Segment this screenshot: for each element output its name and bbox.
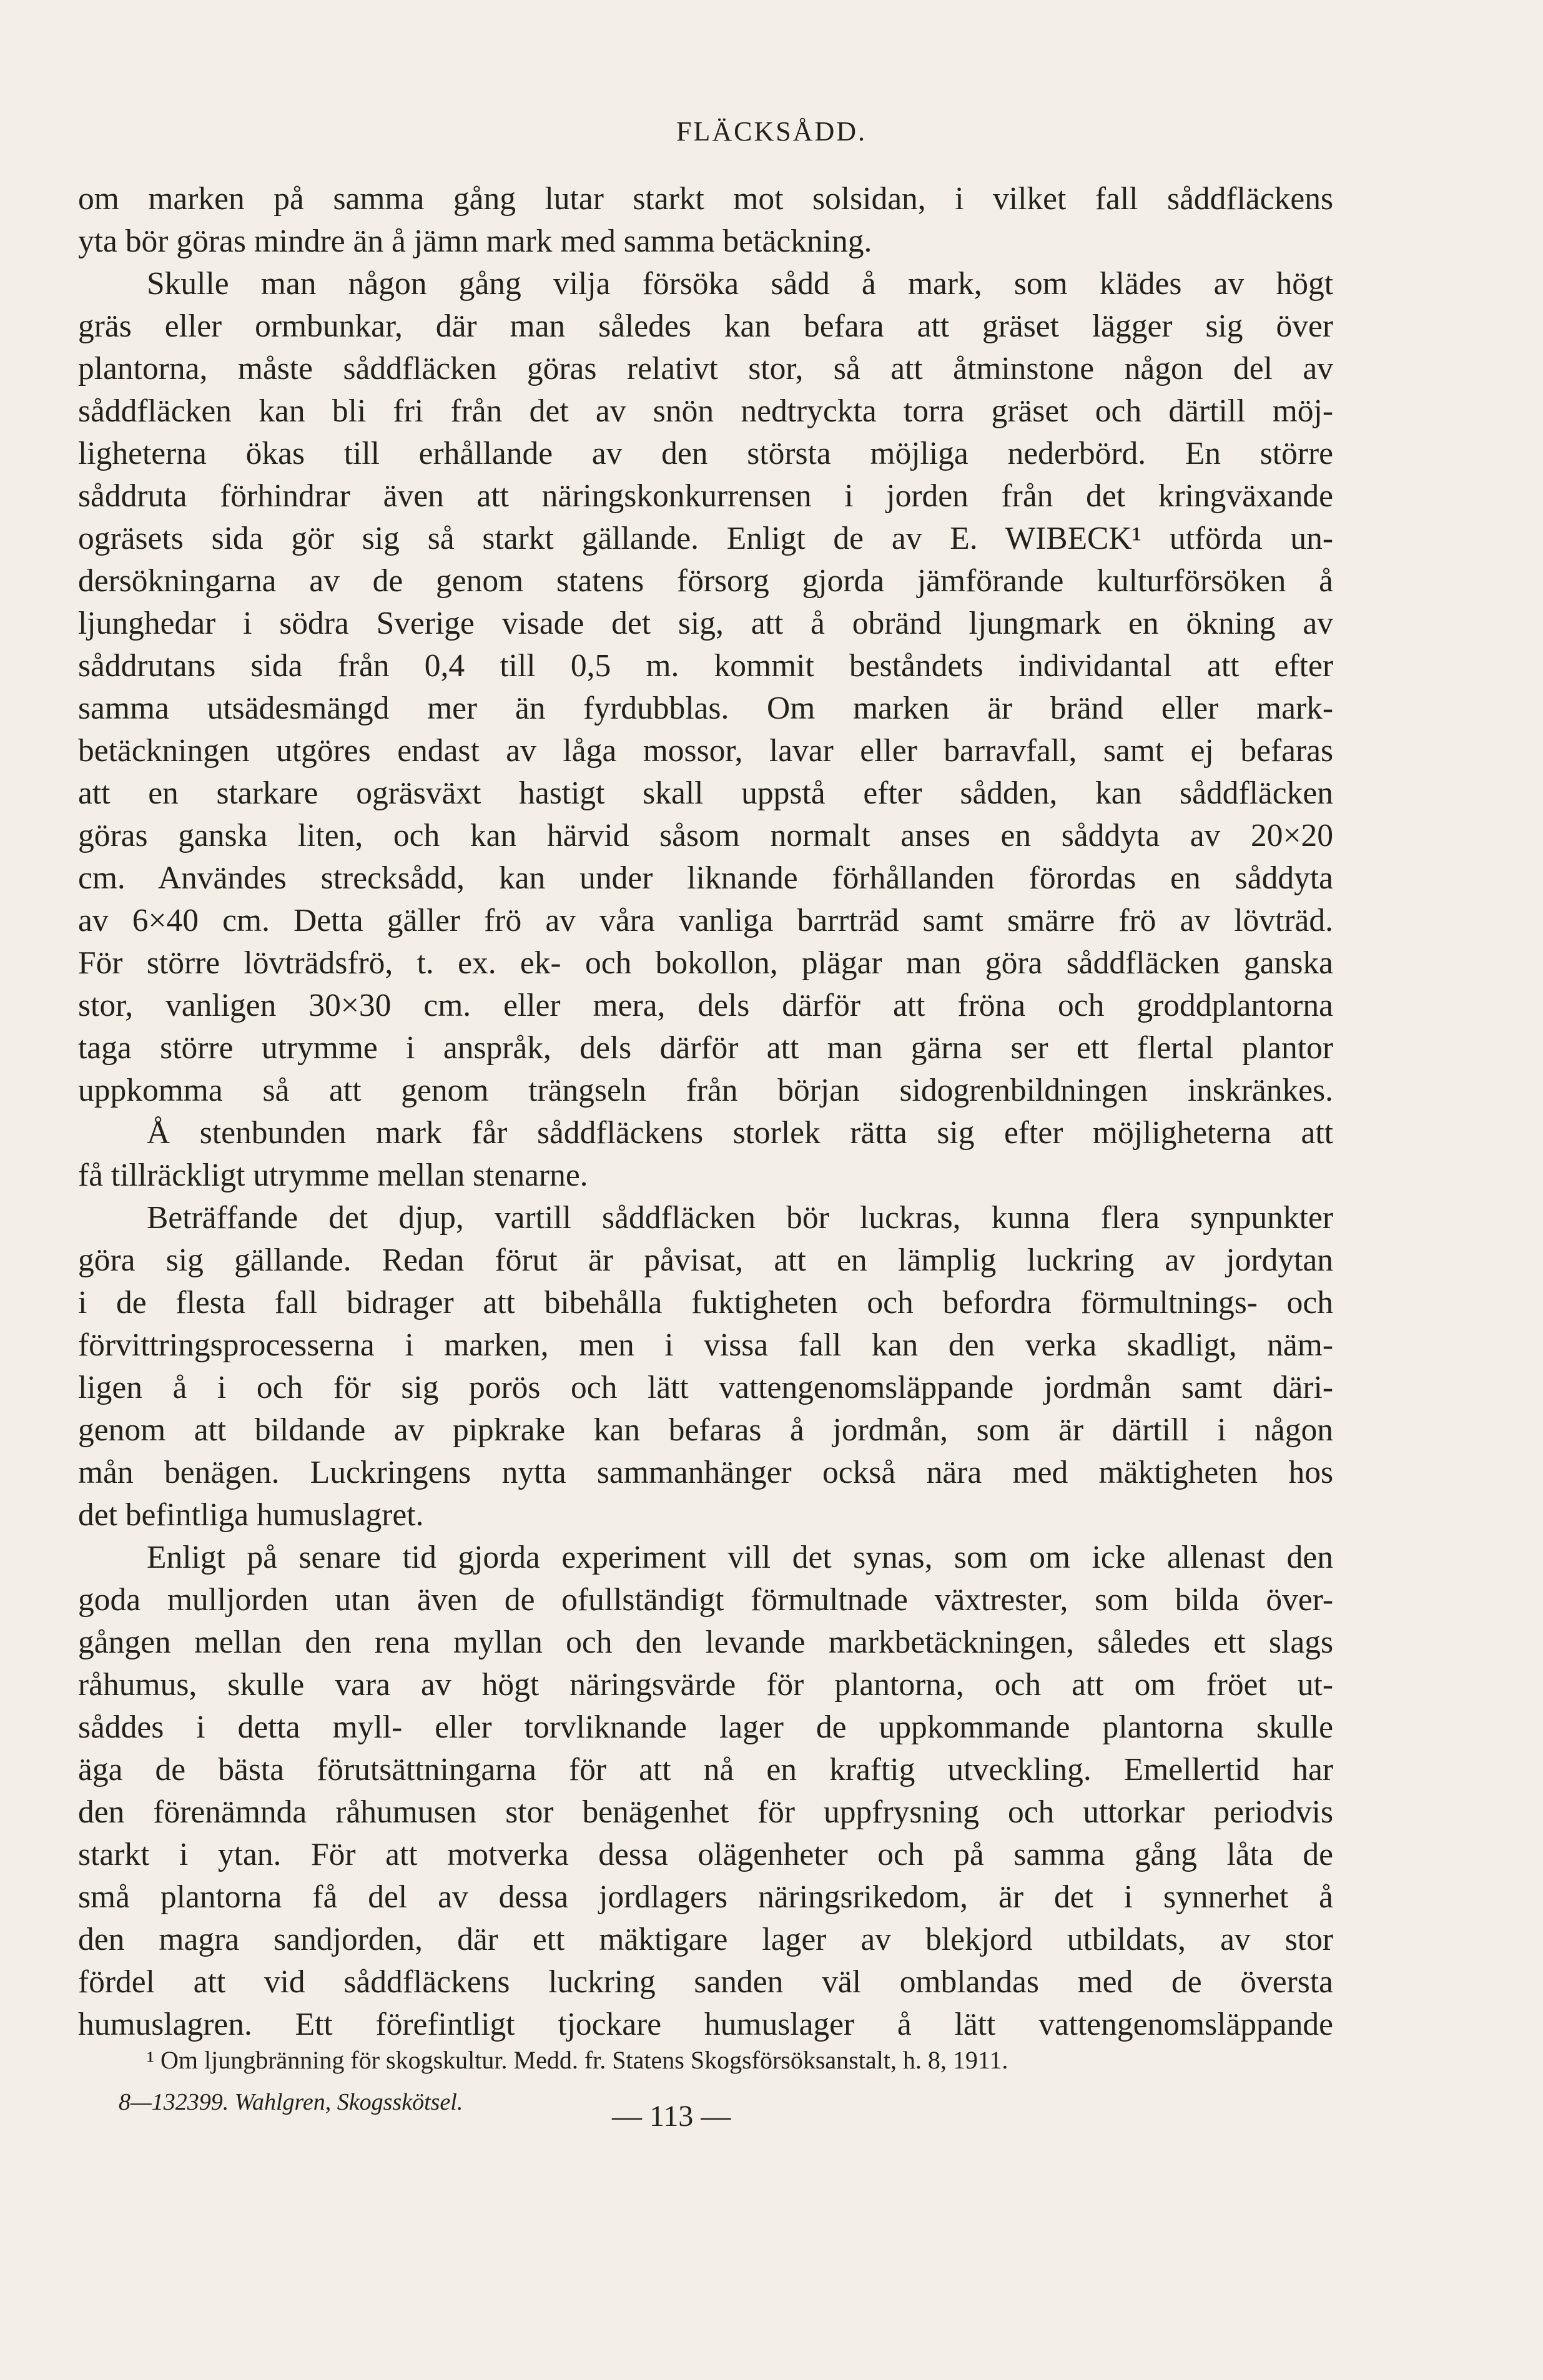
- printer-signature: 8—132399. Wahlgren, Skogsskötsel.: [119, 2089, 463, 2115]
- text-line: såddruta förhindrar även att näringskonkurrensen i jorden från det kringväxande: [78, 478, 1333, 514]
- text-line: små plantorna få del av dessa jordlagers näringsrikedom, är det i synnerhet å: [78, 1879, 1333, 1915]
- text-line: förvittringsprocesserna i marken, men i vissa fall kan den verka skadligt, näm-: [78, 1327, 1333, 1363]
- text-line: plantorna, måste såddfläcken göras relativt stor, så att åtminstone någon del av: [78, 351, 1333, 386]
- text-line: ljunghedar i södra Sverige visade det sig, att å obränd ljungmark en ökning av: [78, 606, 1333, 641]
- text-line: den magra sandjorden, där ett mäktigare lager av blekjord utbildats, av stor: [78, 1922, 1333, 1957]
- text-line: såddes i detta myll- eller torvliknande lager de uppkommande plantorna skulle: [78, 1709, 1333, 1745]
- text-line: äga de bästa förutsättningarna för att nå en kraftig utveckling. Emellertid har: [78, 1752, 1333, 1787]
- text-line: mån benägen. Luckringens nytta sammanhänger också nära med mäktigheten hos: [78, 1455, 1333, 1490]
- page-number: — 113 —: [612, 2100, 731, 2133]
- text-line: av 6×40 cm. Detta gäller frö av våra vanliga barrträd samt smärre frö av lövträd.: [78, 903, 1333, 938]
- text-line: samma utsädesmängd mer än fyrdubblas. Om marken är bränd eller mark-: [78, 691, 1333, 726]
- text-line: gången mellan den rena myllan och den levande markbetäckningen, således ett slags: [78, 1625, 1333, 1660]
- text-line: det befintliga humuslagret.: [78, 1497, 424, 1533]
- text-line: yta bör göras mindre än å jämn mark med samma betäckning.: [78, 224, 872, 259]
- text-line: göra sig gällande. Redan förut är påvisat, att en lämplig luckring av jordytan: [78, 1242, 1333, 1278]
- text-line: Enligt på senare tid gjorda experiment vill det synas, som om icke allenast den: [147, 1540, 1333, 1575]
- text-line: ligen å i och för sig porös och lätt vattengenomsläppande jordmån samt däri-: [78, 1370, 1333, 1405]
- text-line: genom att bildande av pipkrake kan befaras å jordmån, som är därtill i någon: [78, 1412, 1333, 1448]
- text-line: såddfläcken kan bli fri från det av snön nedtryckta torra gräset och därtill möj-: [78, 393, 1333, 429]
- text-line: goda mulljorden utan även de ofullständigt förmultnade växtrester, som bilda över-: [78, 1582, 1333, 1618]
- text-line: Å stenbunden mark får såddfläckens storlek rätta sig efter möjligheterna att: [147, 1115, 1333, 1151]
- text-line: dersökningarna av de genom statens försorg gjorda jämförande kulturförsöken å: [78, 563, 1333, 599]
- text-line: gräs eller ormbunkar, där man således kan befara att gräset lägger sig över: [78, 308, 1333, 344]
- text-line: i de flesta fall bidrager att bibehålla fuktigheten och befordra förmultnings- och: [78, 1285, 1333, 1320]
- text-line: För större lövträdsfrö, t. ex. ek- och bokollon, plägar man göra såddfläcken ganska: [78, 945, 1333, 981]
- footnote: ¹ Om ljungbränning för skogskultur. Medd. fr. Statens Skogsförsöksanstalt, h. 8, 1911.: [147, 2046, 1008, 2074]
- text-line: att en starkare ogräsväxt hastigt skall uppstå efter sådden, kan såddfläcken: [78, 775, 1333, 811]
- text-line: starkt i ytan. För att motverka dessa olägenheter och på samma gång låta de: [78, 1837, 1333, 1872]
- text-line: den förenämnda råhumusen stor benägenhet för uppfrysning och uttorkar periodvis: [78, 1794, 1333, 1830]
- text-line: såddrutans sida från 0,4 till 0,5 m. kommit beståndets individantal att efter: [78, 648, 1333, 684]
- text-line: Beträffande det djup, vartill såddfläcken bör luckras, kunna flera synpunkter: [147, 1200, 1333, 1236]
- text-line: ogräsets sida gör sig så starkt gällande. Enligt de av E. WIBECK¹ utförda un-: [78, 521, 1333, 556]
- text-line: ligheterna ökas till erhållande av den största möjliga nederbörd. En större: [78, 436, 1333, 471]
- text-line: göras ganska liten, och kan härvid såsom normalt anses en såddyta av 20×20: [78, 818, 1333, 853]
- text-line: få tillräckligt utrymme mellan stenarne.: [78, 1158, 588, 1193]
- text-line: cm. Användes strecksådd, kan under liknande förhållanden förordas en såddyta: [78, 860, 1333, 896]
- text-line: råhumus, skulle vara av högt näringsvärde för plantorna, och att om fröet ut-: [78, 1667, 1333, 1703]
- text-line: taga större utrymme i anspråk, dels därför att man gärna ser ett flertal plantor: [78, 1030, 1333, 1066]
- text-line: betäckningen utgöres endast av låga mossor, lavar eller barravfall, samt ej befaras: [78, 733, 1333, 769]
- text-line: humuslagren. Ett förefintligt tjockare humuslager å lätt vattengenomsläppande: [78, 2007, 1333, 2042]
- text-line: uppkomma så att genom trängseln från början sidogrenbildningen inskränkes.: [78, 1073, 1333, 1108]
- running-header: FLÄCKSÅDD.: [676, 116, 867, 147]
- text-line: stor, vanligen 30×30 cm. eller mera, dels därför att fröna och groddplantorna: [78, 988, 1333, 1023]
- text-line: fördel att vid såddfläckens luckring sanden väl omblandas med de översta: [78, 1964, 1333, 2000]
- body-text: [78, 178, 1333, 2046]
- text-line: Skulle man någon gång vilja försöka sådd å mark, som klädes av högt: [147, 266, 1333, 302]
- text-line: om marken på samma gång lutar starkt mot solsidan, i vilket fall såddfläckens: [78, 181, 1333, 217]
